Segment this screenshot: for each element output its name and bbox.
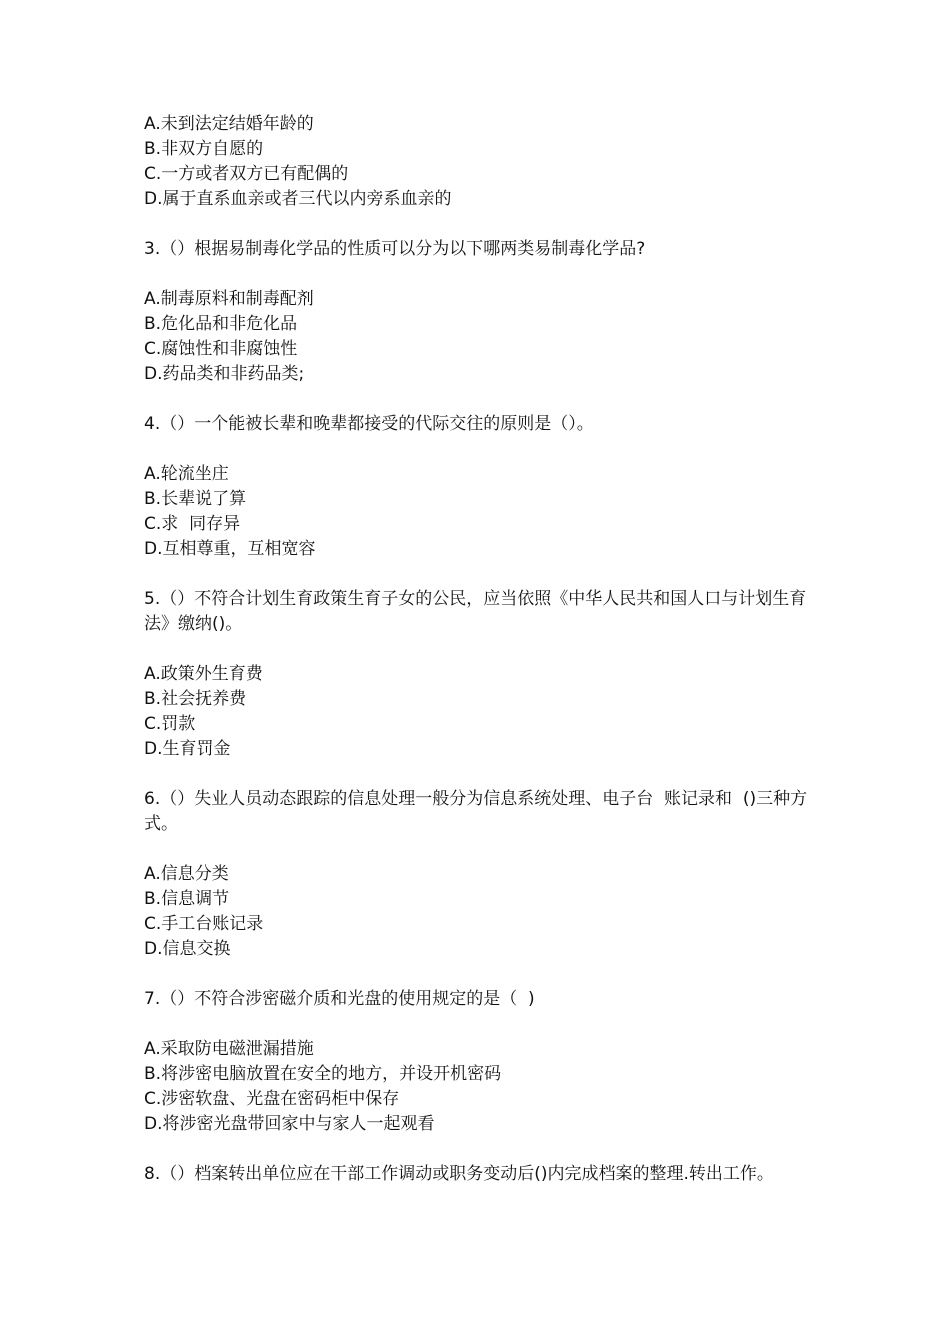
- option: D.互相尊重，互相宽容: [144, 539, 316, 559]
- option: B.将涉密电脑放置在安全的地方，并设开机密码: [144, 1064, 502, 1084]
- option: D.属于直系血亲或者三代以内旁系血亲的: [144, 189, 452, 209]
- question-text: 4.（）一个能被长辈和晚辈都接受的代际交往的原则是（）。: [144, 414, 594, 434]
- option: C.求 同存异: [144, 514, 241, 534]
- question-text: 6.（）失业人员动态跟踪的信息处理一般分为信息系统处理、电子台 账记录和 ()三种方式。: [144, 789, 808, 834]
- option: B.信息调节: [144, 889, 230, 909]
- option: D.生育罚金: [144, 739, 231, 759]
- option: A.未到法定结婚年龄的: [144, 114, 314, 134]
- question-text: 8.（）档案转出单位应在干部工作调动或职务变动后()内完成档案的整理.转出工作。: [144, 1164, 774, 1184]
- option: B.危化品和非危化品: [144, 314, 298, 334]
- option: C.罚款: [144, 714, 196, 734]
- option-list: [144, 662, 814, 762]
- option-list: [144, 287, 814, 387]
- question-text: 5.（）不符合计划生育政策生育子女的公民，应当依照《中华人民共和国人口与计划生育法》缴纳()。: [144, 589, 807, 634]
- question-text: 3.（）根据易制毒化学品的性质可以分为以下哪两类易制毒化学品?: [144, 239, 646, 259]
- option: D.信息交换: [144, 939, 231, 959]
- option: B.长辈说了算: [144, 489, 247, 509]
- option: A.政策外生育费: [144, 664, 263, 684]
- option: C.一方或者双方已有配偶的: [144, 164, 349, 184]
- option: D.将涉密光盘带回家中与家人一起观看: [144, 1114, 435, 1134]
- option: C.手工台账记录: [144, 914, 264, 934]
- option-list: [144, 462, 814, 562]
- option: A.轮流坐庄: [144, 464, 229, 484]
- option: C.腐蚀性和非腐蚀性: [144, 339, 298, 359]
- document-page: [144, 112, 814, 1187]
- option: A.信息分类: [144, 864, 229, 884]
- option: B.社会抚养费: [144, 689, 247, 709]
- option: D.药品类和非药品类;: [144, 364, 305, 384]
- option: A.采取防电磁泄漏措施: [144, 1039, 314, 1059]
- option: C.涉密软盘、光盘在密码柜中保存: [144, 1089, 400, 1109]
- option: A.制毒原料和制毒配剂: [144, 289, 314, 309]
- option: B.非双方自愿的: [144, 139, 264, 159]
- option-list: [144, 862, 814, 962]
- question-text: 7.（）不符合涉密磁介质和光盘的使用规定的是（ ): [144, 989, 535, 1009]
- option-list: [144, 1037, 814, 1137]
- option-list: [144, 112, 814, 212]
